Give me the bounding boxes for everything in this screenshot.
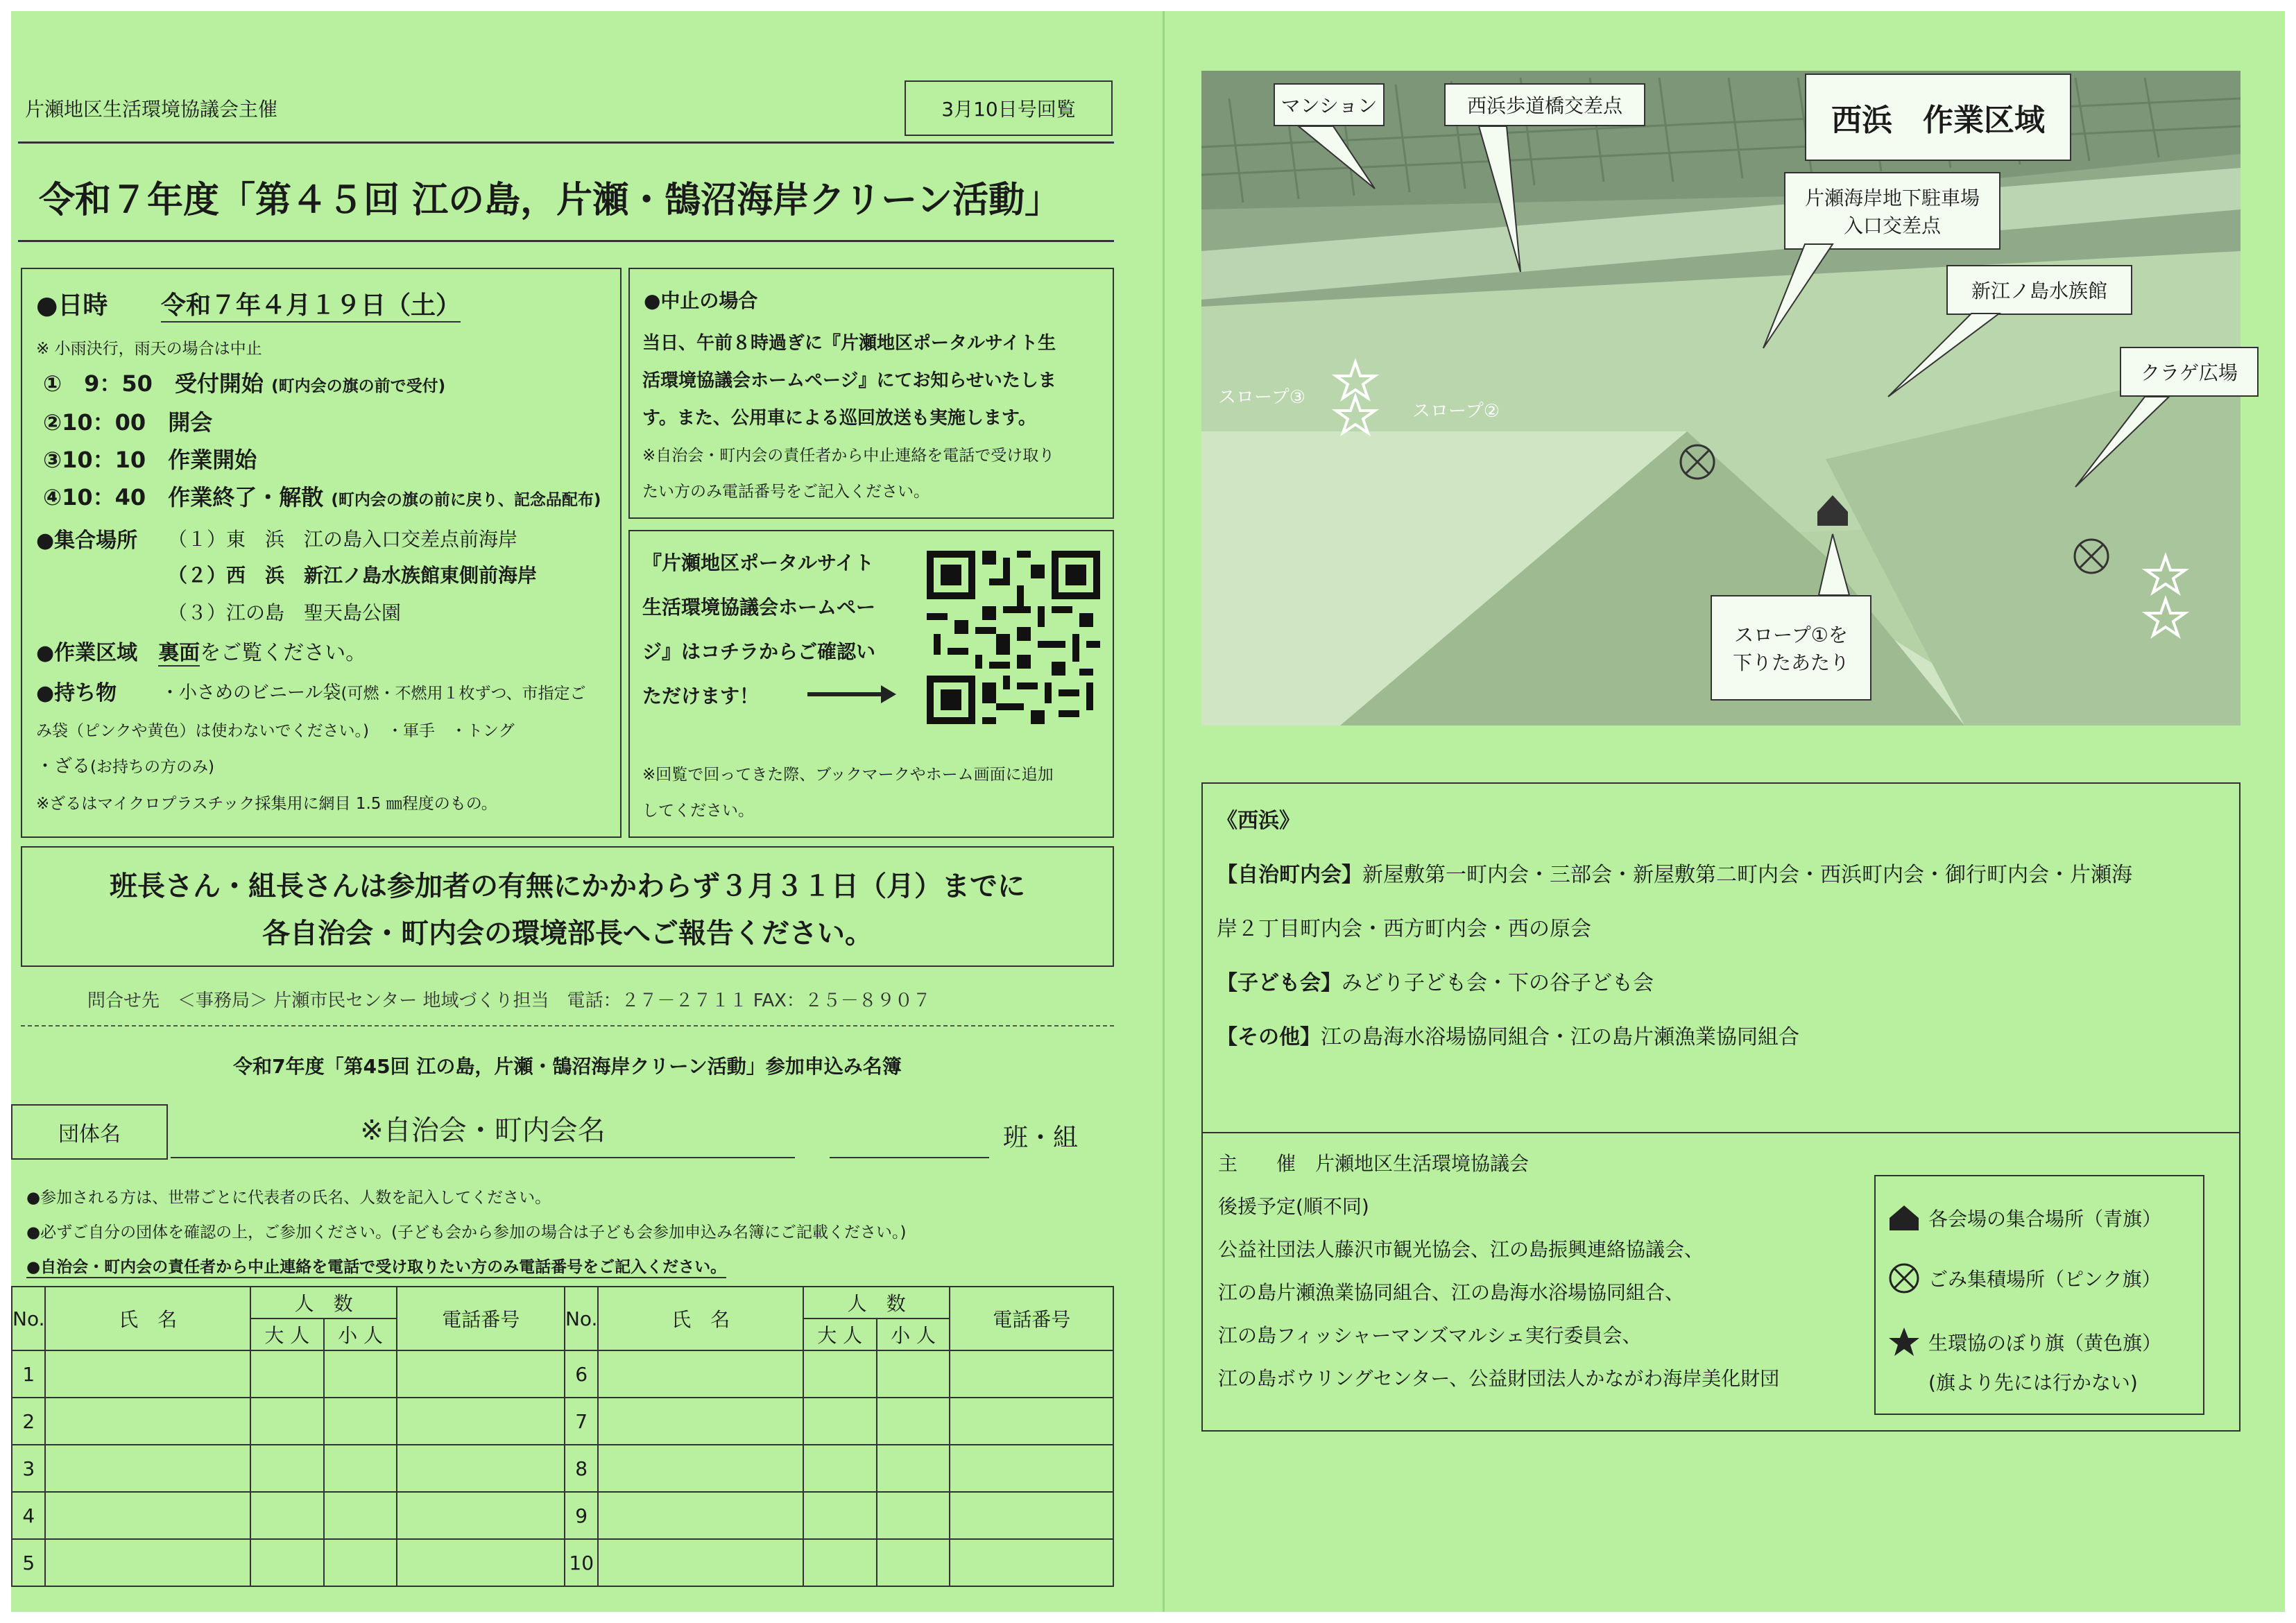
child-cell[interactable] [324, 1445, 397, 1492]
circulation-tag: 3月10日号回覧 [905, 80, 1113, 136]
header-count: 人 数 [803, 1287, 950, 1319]
table-row [12, 1492, 1113, 1539]
portal-line: 『片瀬地区ポータルサイト [642, 551, 875, 574]
phone-cell[interactable] [950, 1539, 1113, 1586]
portal-line: ただけます！ [642, 685, 760, 707]
header-child: 小 人 [324, 1319, 397, 1350]
name-cell[interactable] [598, 1492, 803, 1539]
callout-pointer [1888, 314, 1999, 397]
rain-note: ※ 小雨決行，雨天の場合は中止 [36, 340, 262, 358]
items-line: ・ざる(お持ちの方のみ) [36, 756, 214, 777]
name-cell[interactable] [45, 1445, 250, 1492]
trash-point-icon [1681, 445, 2108, 573]
star-marker-icon [1336, 362, 2185, 635]
phone-cell[interactable] [397, 1539, 564, 1586]
phone-cell[interactable] [950, 1445, 1113, 1492]
callout-mansion: マンション [1274, 83, 1385, 126]
legend-item: 生環協のぼり旗（黄色旗） [1888, 1326, 2161, 1358]
schedule-item: ②10：00 開会 [43, 409, 213, 436]
circle-x-icon [1888, 1262, 1920, 1294]
child-cell[interactable] [877, 1539, 950, 1586]
child-cell[interactable] [877, 1445, 950, 1492]
header-name: 氏 名 [598, 1287, 803, 1350]
row-number: 5 [12, 1539, 45, 1586]
header-no: No. [565, 1287, 598, 1350]
phone-cell[interactable] [950, 1350, 1113, 1398]
header-child: 小 人 [877, 1319, 950, 1350]
arrow-right-icon [807, 692, 884, 696]
row-number: 8 [565, 1445, 598, 1492]
callout-slope1: スロープ①を 下りたあたり [1711, 595, 1871, 701]
organizations-box [1201, 782, 2241, 1133]
slope3-label: スロープ③ [1218, 387, 1306, 408]
adult-cell[interactable] [803, 1539, 877, 1586]
name-cell[interactable] [598, 1350, 803, 1398]
support-line: 江の島ボウリングセンター、公益財団法人かながわ海岸美化財団 [1218, 1367, 1780, 1390]
place-label: ●集合場所 [36, 529, 138, 553]
callout-pointer [2075, 397, 2169, 487]
arrow-head-icon [881, 685, 896, 703]
org-heading: 《西浜》 [1217, 809, 1300, 833]
house-marker-icon [1817, 495, 1848, 526]
callout-pointer [1819, 534, 1849, 595]
callout-parking: 片瀬海岸地下駐車場 入口交差点 [1784, 172, 2001, 250]
adult-cell[interactable] [803, 1492, 877, 1539]
adult-cell[interactable] [250, 1350, 324, 1398]
child-cell[interactable] [877, 1492, 950, 1539]
adult-cell[interactable] [250, 1492, 324, 1539]
group-label: 団体名 [11, 1104, 168, 1160]
name-cell[interactable] [45, 1350, 250, 1398]
callout-jellyfish: クラゲ広場 [2120, 347, 2259, 397]
callout-aquarium: 新江ノ島水族館 [1946, 265, 2132, 315]
contact-line: 問合せ先 ＜事務局＞ 片瀬市民センター 地域づくり担当 電話：２７－２７１１ FAX：２５－８９０７ [87, 990, 931, 1011]
phone-cell[interactable] [397, 1492, 564, 1539]
callout-crossing: 西浜歩道橋交差点 [1444, 83, 1645, 126]
house-icon [1888, 1204, 1920, 1232]
org-row: 【自治町内会】新屋敷第一町内会・三部会・新屋敷第二町内会・西浜町内会・御行町内会・片瀬海 [1217, 863, 2132, 887]
table-row [12, 1398, 1113, 1445]
group-name-field[interactable]: ※自治会・町内会名 [171, 1108, 795, 1158]
cancel-note: ※自治会・町内会の責任者から中止連絡を電話で受け取り [642, 447, 1055, 465]
legend-note: (旗より先には行かない) [1928, 1371, 2138, 1394]
slope2-label: スロープ② [1412, 401, 1500, 422]
adult-cell[interactable] [803, 1398, 877, 1445]
portal-box [628, 530, 1114, 838]
event-info-box [21, 268, 622, 838]
form-note: ●自治会・町内会の責任者から中止連絡を電話で受け取りたい方のみ電話番号をご記入ください。 [26, 1254, 726, 1278]
report-box [21, 846, 1114, 967]
name-cell[interactable] [45, 1492, 250, 1539]
divider [18, 141, 1114, 144]
support-line: 江の島フィッシャーマンズマルシェ実行委員会、 [1218, 1324, 1642, 1347]
sponsor-line: 主 催 片瀬地区生活環境協議会 [1218, 1152, 1530, 1175]
items-note: ※ざるはマイクロプラスチック採集用に網目 1.5 ㎜程度のもの。 [36, 795, 497, 813]
callout-pointer [1479, 126, 1520, 272]
child-cell[interactable] [324, 1492, 397, 1539]
org-row: 岸２丁目町内会・西方町内会・西の原会 [1217, 917, 1591, 941]
row-number: 10 [565, 1539, 598, 1586]
fold-line [1163, 11, 1165, 1612]
qr-code-icon[interactable] [927, 551, 1100, 724]
place-item: （３）江の島 聖天島公園 [168, 601, 402, 624]
adult-cell[interactable] [803, 1350, 877, 1398]
report-line: 班長さん・組長さんは参加者の有無にかかわらず３月３１日（月）までに [110, 870, 1025, 902]
date-label: ●日時 [36, 291, 108, 320]
flyer-sheet [11, 11, 2285, 1612]
items-label: ●持ち物 [36, 681, 117, 705]
report-line: 各自治会・町内会の環境部長へご報告ください。 [262, 918, 873, 950]
org-row: 【その他】江の島海水浴場協同組合・江の島片瀬漁業協同組合 [1217, 1025, 1799, 1049]
header-phone: 電話番号 [397, 1287, 564, 1350]
child-cell[interactable] [324, 1350, 397, 1398]
child-cell[interactable] [324, 1539, 397, 1586]
schedule-item: ③10：10 作業開始 [43, 447, 257, 473]
han-field[interactable] [830, 1157, 989, 1158]
adult-cell[interactable] [250, 1445, 324, 1492]
support-line: 公益社団法人藤沢市観光協会、江の島振興連絡協議会、 [1218, 1238, 1704, 1261]
table-header-row [12, 1287, 1113, 1319]
row-number: 3 [12, 1445, 45, 1492]
row-number: 6 [565, 1350, 598, 1398]
cancel-line: 活環境協議会ホームページ』にてお知らせいたしま [642, 370, 1056, 391]
main-title: 令和７年度「第４５回 江の島，片瀬・鵠沼海岸クリーン活動」 [39, 180, 1061, 221]
organizer-line: 片瀬地区生活環境協議会主催 [25, 98, 278, 121]
cut-line [21, 1025, 1114, 1027]
cancel-line: 当日、午前８時過ぎに『片瀬地区ポータルサイト生 [642, 333, 1056, 354]
registration-table [11, 1286, 1114, 1587]
child-cell[interactable] [324, 1398, 397, 1445]
cancel-line: す。また、公用車による巡回放送も実施します。 [642, 408, 1036, 429]
phone-cell[interactable] [397, 1445, 564, 1492]
legend-item: 各会場の集合場所（青旗） [1888, 1204, 2161, 1232]
phone-cell[interactable] [950, 1398, 1113, 1445]
table-row [12, 1350, 1113, 1398]
row-number: 1 [12, 1350, 45, 1398]
place-item: （１）東 浜 江の島入口交差点前海岸 [168, 528, 518, 551]
row-number: 7 [565, 1398, 598, 1445]
name-cell[interactable] [598, 1445, 803, 1492]
portal-line: 生活環境協議会ホームペー [642, 596, 876, 619]
child-cell[interactable] [877, 1398, 950, 1445]
header-adult: 大 人 [803, 1319, 877, 1350]
area-line: ●作業区域 裏面をご覧ください。 [36, 641, 367, 665]
star-icon [1888, 1326, 1920, 1358]
table-row [12, 1445, 1113, 1492]
items-line: み袋（ピンクや黄色）は使わないでください。) ・軍手 ・トング [36, 722, 515, 740]
callout-pointer [1763, 244, 1833, 348]
phone-cell[interactable] [397, 1398, 564, 1445]
legend-box [1874, 1175, 2204, 1415]
phone-cell[interactable] [397, 1350, 564, 1398]
phone-cell[interactable] [950, 1492, 1113, 1539]
header-count: 人 数 [250, 1287, 397, 1319]
callout-pointer [1299, 126, 1375, 189]
date-value: 令和７年４月１９日（土） [161, 286, 461, 323]
divider [18, 240, 1114, 242]
header-phone: 電話番号 [950, 1287, 1113, 1350]
cancel-note: たい方のみ電話番号をご記入ください。 [642, 483, 929, 501]
org-row: 【子ども会】みどり子ども会・下の谷子ども会 [1217, 971, 1654, 995]
header-name: 氏 名 [45, 1287, 250, 1350]
name-cell[interactable] [45, 1539, 250, 1586]
map-title: 西浜 作業区域 [1805, 74, 2071, 161]
portal-line: ジ』はコチラからご確認い [642, 640, 876, 663]
map-overlay [1201, 71, 2241, 725]
cancel-box [628, 268, 1114, 519]
schedule-item: ① 9：50 受付開始 (町内会の旗の前で受付) [43, 370, 446, 397]
child-cell[interactable] [877, 1350, 950, 1398]
adult-cell[interactable] [250, 1398, 324, 1445]
adult-cell[interactable] [803, 1445, 877, 1492]
form-title: 令和7年度「第45回 江の島，片瀬・鵠沼海岸クリーン活動」参加申込み名簿 [233, 1055, 902, 1078]
portal-note: してください。 [642, 802, 754, 820]
name-cell[interactable] [45, 1398, 250, 1445]
row-number: 4 [12, 1492, 45, 1539]
table-row [12, 1539, 1113, 1586]
place-item: （２）西 浜 新江ノ島水族館東側前海岸 [168, 564, 538, 587]
header-adult: 大 人 [250, 1319, 324, 1350]
legend-item: ごみ集積場所（ピンク旗） [1888, 1262, 2161, 1294]
form-note: ●必ずご自分の団体を確認の上，ご参加ください。(子ども会から参加の場合は子ども会参加申込み名簿にご記載ください。) [26, 1223, 907, 1242]
cancel-title: ●中止の場合 [644, 289, 758, 312]
row-number: 2 [12, 1398, 45, 1445]
schedule-item: ④10：40 作業終了・解散 (町内会の旗の前に戻り、記念品配布) [43, 484, 601, 510]
adult-cell[interactable] [250, 1539, 324, 1586]
form-note: ●参加される方は、世帯ごとに代表者の氏名、人数を記入してください。 [26, 1189, 551, 1207]
items-line: ・小さめのビニール袋(可燃・不燃用１枚ずつ、市指定ご [161, 682, 586, 703]
name-cell[interactable] [598, 1539, 803, 1586]
row-number: 9 [565, 1492, 598, 1539]
header-no: No. [12, 1287, 45, 1350]
group-suffix: 班・組 [1003, 1124, 1079, 1152]
support-line: 江の島片瀬漁業協同組合、江の島海水浴場協同組合、 [1218, 1281, 1685, 1304]
name-cell[interactable] [598, 1398, 803, 1445]
portal-note: ※回覧で回ってきた際、ブックマークやホーム画面に追加 [642, 766, 1054, 784]
support-title: 後援予定(順不同) [1218, 1195, 1369, 1218]
